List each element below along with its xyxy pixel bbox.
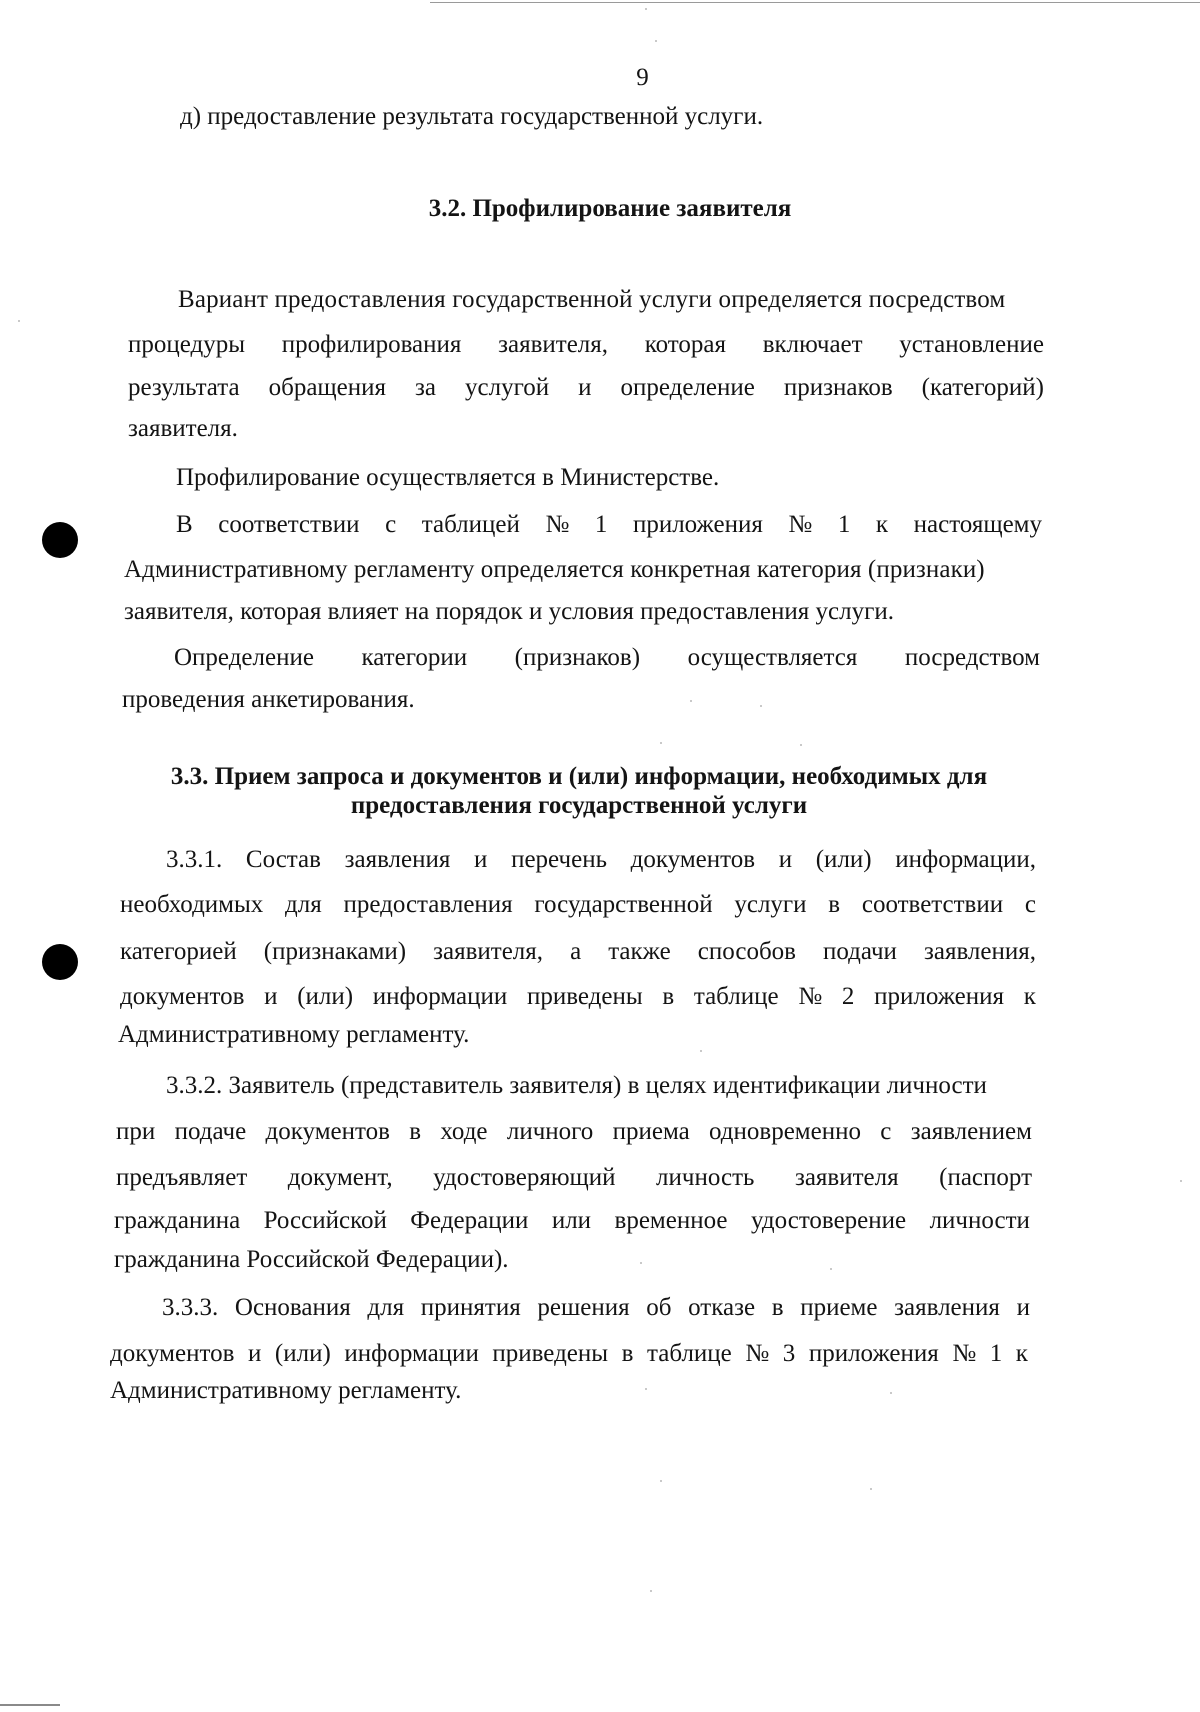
word: 2 — [841, 983, 855, 1010]
word: подачи — [823, 938, 897, 965]
word: или — [551, 1207, 592, 1234]
word: услуги — [734, 891, 807, 918]
paragraph-line: заявителя. — [128, 415, 238, 442]
word: 1 — [594, 511, 608, 538]
word: необходимых — [120, 891, 264, 918]
section-heading-3-3-line1: 3.3. Прием запроса и документов и (или) информации, необходимых для — [170, 763, 988, 790]
word: в — [409, 1118, 422, 1145]
word: результата — [128, 374, 240, 401]
word: 3 — [782, 1340, 796, 1367]
word: 1 — [837, 511, 851, 538]
scan-speck — [640, 1262, 642, 1264]
scan-speck — [890, 1392, 892, 1394]
punch-hole-upper — [42, 522, 78, 558]
word: № — [745, 1340, 770, 1367]
word: заявления — [344, 846, 451, 873]
word: обращения — [268, 374, 387, 401]
word: № — [545, 511, 570, 538]
list-item-d: д) предоставление результата государственной услуги. — [180, 103, 764, 130]
word: и — [247, 1340, 262, 1367]
paragraph-line: гражданина Российской Федерации). — [114, 1246, 509, 1273]
word: отказе — [688, 1294, 756, 1321]
word: включает — [762, 331, 863, 358]
word: и — [578, 374, 592, 401]
word: документ, — [287, 1164, 393, 1191]
word: и — [1016, 1294, 1030, 1321]
word: (признаков) — [514, 644, 641, 671]
scan-speck — [760, 705, 762, 707]
paragraph-line — [176, 510, 1042, 540]
word: посредством — [904, 644, 1040, 671]
word: (или) — [297, 983, 354, 1010]
word: в — [621, 1340, 634, 1367]
paragraph-line — [174, 643, 1040, 673]
scan-speck — [655, 40, 657, 42]
word: таблице — [647, 1340, 732, 1367]
word: 1 — [989, 1340, 1003, 1367]
word: заявлением — [910, 1118, 1032, 1145]
word: удостоверение — [750, 1207, 907, 1234]
word: гражданина — [114, 1207, 241, 1234]
word: информации, — [895, 846, 1036, 873]
word: заявителя — [794, 1164, 899, 1191]
paragraph-line: Административному регламенту. — [118, 1021, 470, 1048]
word: Российской — [263, 1207, 387, 1234]
word: настоящему — [913, 511, 1042, 538]
paragraph-line: Вариант предоставления государственной услуги определяется посредством — [178, 286, 1006, 313]
word: профилирования — [281, 331, 462, 358]
word: для — [285, 891, 322, 918]
word: и — [264, 983, 278, 1010]
word: с — [880, 1118, 892, 1145]
word: к — [1023, 983, 1036, 1010]
word: таблице — [693, 983, 779, 1010]
word: временное — [614, 1207, 728, 1234]
scan-speck — [660, 742, 662, 744]
word: информации — [344, 1340, 479, 1367]
paragraph-line: заявителя, которая влияет на порядок и условия предоставления услуги. — [124, 598, 895, 625]
word: соответствии — [861, 891, 1004, 918]
word: приложения — [808, 1340, 939, 1367]
word: услугой — [465, 374, 550, 401]
word: решения — [537, 1294, 630, 1321]
word: В — [176, 511, 193, 538]
word: в — [662, 983, 675, 1010]
paragraph-line — [120, 982, 1036, 1012]
word: личности — [929, 1207, 1030, 1234]
word: документов — [120, 983, 245, 1010]
word: Определение — [174, 644, 314, 671]
word: приложения — [632, 511, 763, 538]
punch-hole-lower — [42, 944, 78, 980]
word: заявителя, — [433, 938, 544, 965]
word: при — [116, 1118, 156, 1145]
word: способов — [697, 938, 796, 965]
paragraph-line — [120, 890, 1036, 920]
word: а — [570, 938, 582, 965]
word: (или) — [815, 846, 872, 873]
paragraph-line — [116, 1163, 1032, 1193]
word: также — [608, 938, 671, 965]
page-number: 9 — [636, 64, 649, 91]
scan-speck — [870, 1488, 872, 1490]
word: (или) — [274, 1340, 331, 1367]
word: личность — [656, 1164, 755, 1191]
word: 3.3.1. — [166, 846, 223, 873]
word: к — [1015, 1340, 1028, 1367]
paragraph-line — [128, 373, 1044, 403]
paragraph-line: Административному регламенту. — [110, 1377, 462, 1404]
word: приеме — [800, 1294, 878, 1321]
word: категорией — [120, 938, 237, 965]
word: об — [646, 1294, 672, 1321]
word: предъявляет — [116, 1164, 248, 1191]
word: и — [474, 846, 488, 873]
word: 3.3.3. — [162, 1294, 219, 1321]
scan-speck — [645, 8, 647, 10]
paragraph-line — [166, 845, 1036, 875]
word: для — [367, 1294, 405, 1321]
scan-speck — [830, 1268, 832, 1270]
word: и — [778, 846, 793, 873]
word: (признаками) — [263, 938, 407, 965]
word: приведены — [492, 1340, 609, 1367]
word: (категорий) — [921, 374, 1044, 401]
word: одновременно — [709, 1118, 861, 1145]
scan-edge-top — [430, 2, 1200, 3]
word: предоставления — [343, 891, 513, 918]
word: приведены — [526, 983, 643, 1010]
word: к — [875, 511, 889, 538]
word: категории — [361, 644, 468, 671]
word: процедуры — [128, 331, 246, 358]
word: в — [828, 891, 841, 918]
word: установление — [899, 331, 1044, 358]
word: соответствии — [218, 511, 360, 538]
word: № — [798, 983, 823, 1010]
word: Федерации — [410, 1207, 529, 1234]
word: за — [415, 374, 436, 401]
word: таблицей — [421, 511, 520, 538]
paragraph-line — [162, 1293, 1030, 1323]
paragraph-line — [116, 1117, 1032, 1147]
word: в — [771, 1294, 784, 1321]
word: документов — [630, 846, 756, 873]
word: удостоверяющий — [433, 1164, 616, 1191]
word: информации — [372, 983, 508, 1010]
section-heading-3-3-line2: предоставления государственной услуги — [350, 792, 808, 819]
paragraph-line: проведения анкетирования. — [122, 686, 415, 713]
word: признаков — [783, 374, 893, 401]
paragraph-line — [114, 1206, 1030, 1236]
scan-speck — [660, 1480, 662, 1482]
word: определение — [620, 374, 755, 401]
scan-speck — [690, 700, 692, 702]
word: подаче — [174, 1118, 247, 1145]
word: заявления — [894, 1294, 1000, 1321]
word: документов — [110, 1340, 235, 1367]
word: принятия — [420, 1294, 521, 1321]
scan-speck — [1180, 1180, 1182, 1182]
word: приема — [612, 1118, 690, 1145]
paragraph-line — [120, 937, 1036, 967]
scan-speck — [700, 1050, 702, 1052]
word: приложения — [874, 983, 1005, 1010]
paragraph-line — [110, 1339, 1028, 1369]
word: заявителя, — [498, 331, 609, 358]
scan-edge-bottom — [0, 1704, 60, 1706]
word: ходе — [440, 1118, 488, 1145]
word: № — [788, 511, 813, 538]
word: с — [1024, 891, 1036, 918]
paragraph-line: 3.3.2. Заявитель (представитель заявителя) в целях идентификации личности — [166, 1072, 987, 1099]
word: документов — [265, 1118, 390, 1145]
scan-speck — [645, 1388, 647, 1390]
paragraph-line — [128, 330, 1044, 360]
paragraph-line: Административному регламенту определяется конкретная категория (признаки) — [124, 556, 985, 583]
word: перечень — [511, 846, 607, 873]
word: государственной — [534, 891, 713, 918]
scan-speck — [18, 320, 20, 322]
scan-speck — [650, 1590, 652, 1592]
scan-speck — [800, 744, 802, 746]
word: с — [385, 511, 397, 538]
word: № — [952, 1340, 977, 1367]
word: Основания — [234, 1294, 351, 1321]
word: которая — [644, 331, 726, 358]
word: осуществляется — [687, 644, 858, 671]
word: (паспорт — [939, 1164, 1032, 1191]
word: личного — [506, 1118, 594, 1145]
paragraph-line: Профилирование осуществляется в Министерстве. — [176, 464, 720, 491]
section-heading-3-2: 3.2. Профилирование заявителя — [428, 195, 792, 222]
word: заявления, — [923, 938, 1036, 965]
word: Состав — [245, 846, 321, 873]
